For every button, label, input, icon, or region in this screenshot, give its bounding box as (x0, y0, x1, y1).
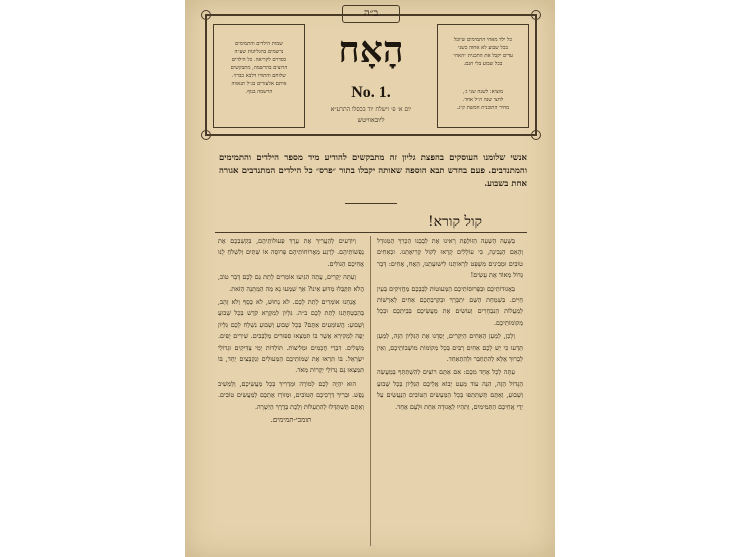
ornament-top-left (201, 10, 211, 20)
article-heading: קול קורא! (427, 214, 483, 230)
article-paragraph: עַתָּה לְכָל אֶחָד מִכֶּם: אִם אַתֶּם רוֹצִים לְהִשְׁתַּתֵּף בְּמַעֲשֵׂה הַגָּדוֹל הַזֶּה, הִנֵּה עוֹד מְעַט יָבוֹא אֲלֵיכֶם הַגִּלָּיוֹן בְּכָל שָׁבוּעַ וְשָׁבוּעַ, וְאַתֶּם תַּשְׁתַּתְּפוּ בְּכָל הַמְּעַשִׂים הַטּוֹבִים הַנַּעֲשִׂים עַל יְדֵי אֲחֵיכֶם הַתְּמִימִים, וְתִהְיוּ לַאֲגוּדָה אַחַת וּלְעָם אֶחָד. (377, 368, 523, 411)
right-box-text: כל ילד מאחי התמימים שיוכל בכל שבוע לא אחוה כשני עדים יקבל את התכנית ״האח״ בכל שבוע בלי חנם. (453, 37, 513, 67)
notice-divider (345, 203, 397, 204)
right-box-editor: מוציא: לשנה שני ג׳, לחצי שנה ה״ל אחד. מחיר התוכנית חמשת ק״ג. (456, 89, 510, 111)
column-divider (370, 236, 371, 546)
ornament-top-right (531, 10, 541, 20)
article-paragraph: וְעַתָּה יְקָרִים, עֲתָה הִגִּיעוּ אוֹמְרִים לָתֵת גַּם לָכֶם דָּבָר טוֹב, הֲלֹא תִּקַּבְּלוּ מַדּוּעַ אֵינוֹ? אַךְ שִׁמְעוּ נָא מַה הַמַּתָּנָה הַזֹּאת. (218, 273, 364, 293)
article-paragraph: וְיוֹדְעִים לְהַעֲרִיךְ אֶת עֶרֶךְ פְּעוּלוֹתֵיהֶם, בִּקְשֵׁבְכֶם אֶת נַפְשׁוֹתֵיהֶם. לְרֶגַע מַאֲרוֹחוֹתֵיהֶם פְּרוּסָה אוֹ שְׁתַּיִם וְלִשְׁלֹחַ לָנוּ אֲחִיכֶם הַגּוֹלִים. (218, 237, 364, 268)
article-paragraph: הוּא יִהְיֶה לָכֶם לְמוֹרֶה וּמַדְרִיךְ בְּכָל מַעֲשֵׂיכֶם, וְלְמֵשִׁיב נֶפֶשׁ. וּבְרִיךְ דְּרָכֵיכֶם הַטּוֹבִים, וּמְזוֹרֵז אֶתְכֶם לְמַעֲשִׂים טוֹבִים. וְאַתֶּם תַּשְׁתַּדְּלוּ לְהִתְעַלּוֹת וְלֶכֶת בְּדֶרֶךְ הַיְשָׁרָה. (218, 379, 364, 411)
ornament-bottom-left (201, 130, 211, 140)
newspaper-title: הָאָח (338, 29, 404, 71)
article-column-left (218, 236, 364, 552)
heading-underline (215, 232, 527, 233)
notice-paragraph: אנשי שלומנו העוסקים בהפצת גליון זה מתבקשים להודיע מיד מספר הילדים והתמימים והמתנדבים. פעם בחדש תבא הוספה שאותה יקבלו בתור ״פרס״ כל הילדים המתנדבים אגורה אחת בשבוע. (219, 153, 527, 189)
issue-number: No. 1. (351, 84, 391, 101)
newspaper-page (185, 0, 555, 557)
article-paragraph: אֲנַחְנוּ אוֹמְרִים לָתֵת לָכֶם. לֹא נָחוּשׁ, לֹא כֶּסֶף וְלֹא זָהָב, בְּהַבְטָחָתֵנוּ לָתֵת לָכֶם ב״ה. גִּלָּיוֹן לְמִקְרָא קֹדֶשׁ בְּכָל שָׁבוּעַ וְשָׁבוּעַ: הֲשׁוֹמְעִים אַתֶּם? בְּכָל שָׁבוּעַ וְשָׁבוּעַ נִשְׁלַח לָכֶם גִּלָּיוֹן יָפֶה לִמְקִירָא אֲשֶׁר בּוֹ תִּמְצְאוּ סִפּוּרִים מְלַבְּבִים. שִׁירִים יָפִים. מְשָׁלִים. דִּבְרֵי חֲכָמִים וּמְלִיצוֹת. תּוֹלְדוֹת יְמֵי צַדִּיקִים וּגְדוֹלֵי יִשְׂרָאֵל. בּוֹ תִּרְאוּ אֶת שֵׁמוֹתֵיכֶם הַמְּעוּלִים וְנִקְבָּצִים יַחַד, בּוֹ תִּמְצְאוּ גַּם גְּדוֹלֵי יְקָרוֹת מְאֹד. (218, 298, 364, 375)
left-box-text: שמות הילדים והתמימים נרשמים בהגליונות שע״ה כסדרם לקריאה. כל הילדים הרוצים בהרשמה, מתבקשים שלוחם והתודו דלבא כברזי. איתם אלעזרים בנ״ל תגאווה הרשמה בנוף. (230, 41, 288, 95)
article-paragraph: וְלָכֵן, לְמַעַן הָאַחִים הַיְּקָרִים, יָסַדְנוּ אֶת הַגִּלָּיוֹן הַזֶּה, לְמַעַן תֵּדְעוּ כִּי יֵשׁ לָכֶם אַחִים רַבִּים בְּכָל מְקוֹמוֹת מוֹשְׁבוֹתֵיכֶם, וְאֵין לְבָרוּךְ אֶלָּא לְהִתְחַבֵּר וּלְהִתְאַחֵד. (377, 332, 523, 364)
place-name: ליובאוויטש (357, 116, 385, 124)
ornament-bottom-right (531, 130, 541, 140)
article-paragraph: בַּאֲגוּדוֹתֵיכֶם וּבְפְּרוּסוֹתֵיכֶם הַמְּעוּטוֹת לְבָבְכֶם מַחֲזִיקִים בְּעֵין חַיִּים. בִּשְׁמַחַת הַשֵּׁם יִתְבָּרַךְ וּבְקִרְבַתְכֶם אַחִים לְאַרְשׁוֹת לְמַעֲלוֹת הַנִּבְחָרִים וְעוֹשִׂים אֶת מַעֲשֵׂיכֶם בְּבֵיתְכֶם וּבְכָל מְקוֹמוֹתֵיכֶם. (377, 284, 523, 327)
date-line: יום א׳ פ׳ וישלח יוד בכסלו התרע״א (330, 106, 412, 113)
article-paragraph: בַּשָּׁעָה הַשְּׁעָה הַזּוֹלֶפֶת רָאִינוּ אֶת לְבָבֵנוּ הַכָּרִךְ הַמְּגוּדָל וְהָאֵם הַנָּבִינָה, כִּי עוֹלָלִים קָרְאוּ לְקוֹל קְרִיאָתֵנוּ. וּכְאַחִים טוֹבִים וּמְבִינִים מִשְׁפָּט לִרְאוֹתְנוּ לִישׁוּעָתֵנוּ, הַאָח, אָחִים: דָּבָר גָּדוֹל מְאוֹד אֶת עָשִׂים! (377, 237, 523, 280)
article-column-right (377, 236, 523, 552)
article-signature: תומכי-תמימים. (270, 416, 312, 425)
bh-label: ב״ה (342, 5, 400, 23)
